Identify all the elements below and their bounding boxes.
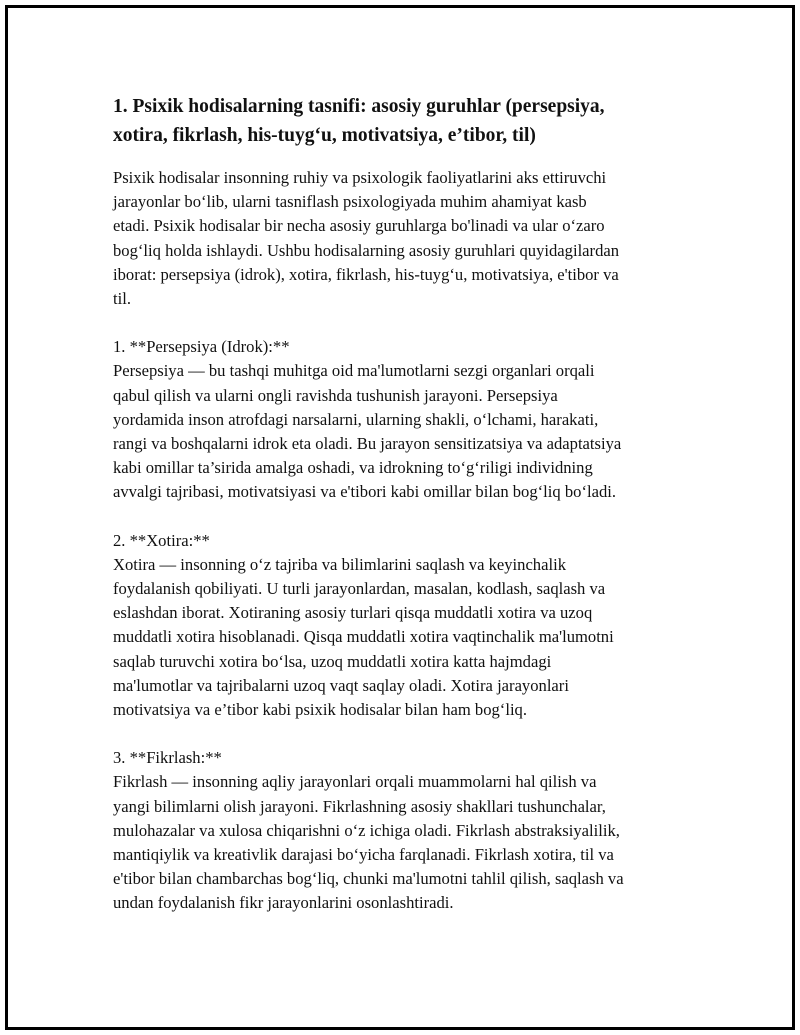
section-perception bbox=[113, 335, 693, 504]
section-thinking bbox=[113, 746, 693, 915]
intro-paragraph: Psixik hodisalar insonning ruhiy va psixologik faoliyatlarini aks ettiruvchi jarayonlar bo‘lib, ularni tasniflash psixologiyada muhim ahamiyat kasb etadi. Psixik hodisalar bir necha asosiy guruhlarga bo'linadi va ular o‘zaro bog‘liq holda ishlaydi. Ushbu hodisalarning asosiy guruhlari quyidagilardan iborat: persepsiya (idrok), xotira, fikrlash, his-tuyg‘u, motivatsiya, e'tibor va til. bbox=[113, 168, 620, 309]
section-body-perception: Persepsiya — bu tashqi muhitga oid ma'lumotlarni sezgi organlari orqali qabul qilish va ularni ongli ravishda tushunish jarayoni. Persepsiya yordamida inson atrofdagi narsalarni, ularning shakli, o‘lchami, harakati, rangi va boshqalarni idrok eta oladi. Bu jarayon sensitizatsiya va adaptatsiya kabi omillar ta’sirida amalga oshadi, va idrokning to‘g‘riligi individning avvalgi tajribasi, motivatsiyasi va e'tibori kabi omillar bilan bog‘liq bo‘ladi. bbox=[113, 361, 622, 502]
section-title-memory: 2. **Xotira:** bbox=[113, 530, 210, 550]
document-body bbox=[113, 92, 693, 916]
section-heading: 1. Psixik hodisalarning tasnifi: asosiy guruhlar (persepsiya, xotira, fikrlash, his-tuyg‘u, motivatsiya, e’tibor, til) bbox=[113, 96, 605, 146]
section-title-perception: 1. **Persepsiya (Idrok):** bbox=[113, 337, 290, 357]
section-body-memory: Xotira — insonning o‘z tajriba va bilimlarini saqlash va keyinchalik foydalanish qobiliyati. U turli jarayonlardan, masalan, kodlash, saqlash va eslashdan iborat. Xotiraning asosiy turlari qisqa muddatli xotira va uzoq muddatli xotira hisoblanadi. Qisqa muddatli xotira vaqtinchalik ma'lumotni saqlab turuvchi xotira bo‘lsa, uzoq muddatli xotira katta hajmdagi ma'lumotlar va tajribalarni uzoq vaqt saqlay oladi. Xotira jarayonlari motivatsiya va e’tibor kabi psixik hodisalar bilan ham bog‘liq. bbox=[113, 554, 614, 720]
section-body-thinking: Fikrlash — insonning aqliy jarayonlari orqali muammolarni hal qilish va yangi bilimlarni olish jarayoni. Fikrlashning asosiy shakllari tushunchalar, mulohazalar va xulosa chiqarishni o‘z ichiga oladi. Fikrlash abstraksiyalilik, mantiqiylik va kreativlik darajasi bo‘yicha farqlanadi. Fikrlash xotira, til va e'tibor bilan chambarchas bog‘liq, chunki ma'lumotni tahlil qilish, saqlash va undan foydalanish fikr jarayonlarini osonlashtiradi. bbox=[113, 772, 624, 913]
section-title-thinking: 3. **Fikrlash:** bbox=[113, 748, 222, 768]
section-memory bbox=[113, 529, 693, 723]
